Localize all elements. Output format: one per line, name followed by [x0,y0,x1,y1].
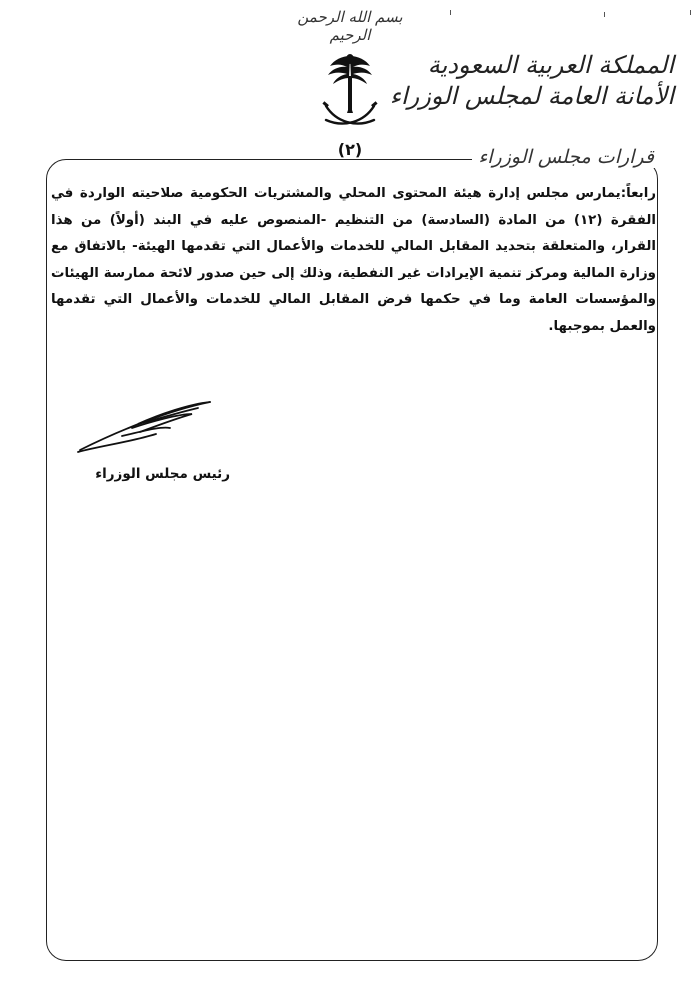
decision-clause [51,181,656,340]
frame-label: قرارات مجلس الوزراء [472,146,660,168]
basmala: بسم الله الرحمن الرحيم [297,8,403,44]
secretariat-name: الأمانة العامة لمجلس الوزراء [389,82,674,110]
saudi-emblem-icon [320,50,380,136]
kingdom-name: المملكة العربية السعودية [427,51,674,79]
decision-body [51,181,656,340]
letterhead [389,50,674,112]
signature-block [60,390,230,500]
clause-text: يمارس مجلس إدارة هيئة المحتوى المحلي والمشتريات الحكومية صلاحيته الواردة في الفقرة (١٢) من المادة (السادسة) من التنظيم -المنصوص عليه في البند (أولاً) من هذا القرار، والمتعلقة بتحديد المقابل المالي للخدمات والأعمال التي تقدمها الهيئة- بالاتفاق مع وزارة المالية ومركز تنمية الإيرادات غير النفطية، وذلك إلى حين صدور لائحة ممارسة الهيئات والمؤسسات العامة وما في حكمها فرض المقابل المالي للخدمات والأعمال التي تقدمها والعمل بموجبها. [51,186,656,334]
scan-mark [450,10,451,15]
signatory-title: رئيس مجلس الوزراء [95,466,230,482]
page-number: (٢) [337,140,363,159]
scan-mark [690,10,691,15]
handwritten-signature [60,390,230,470]
clause-label: رابعاً: [620,186,656,201]
scan-mark [604,12,605,17]
